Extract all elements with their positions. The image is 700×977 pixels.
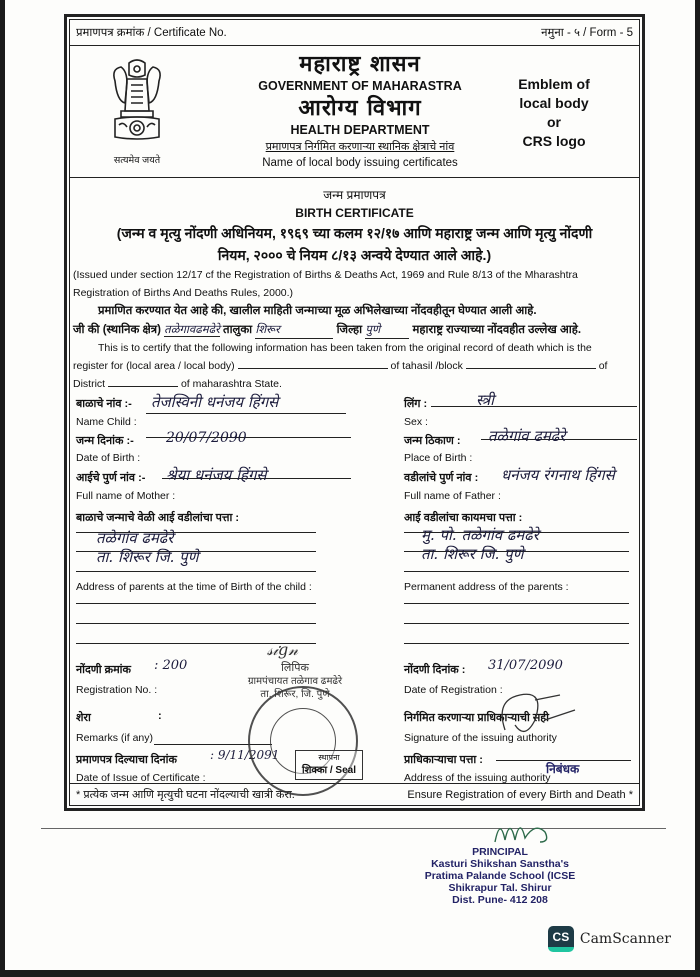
- address-at-birth-line: [76, 571, 316, 572]
- permanent-address-blank: [404, 623, 629, 624]
- form-label: नमुना - ५ / Form - 5: [541, 27, 633, 39]
- issuer-signature-label-mr: निर्गमित करणाऱ्या प्राधिकाऱ्याची सही: [404, 712, 549, 724]
- clerk-stamp-line: ग्रामपंचायत तळेगाव ढमढेरे: [247, 676, 343, 687]
- page-bottom-rule: [41, 828, 666, 829]
- issuer-address-label-mr: प्राधिकाऱ्याचा पत्ता :: [404, 754, 483, 766]
- registration-no-label-en: Registration No. :: [76, 684, 158, 696]
- address-at-birth-blank: [76, 603, 316, 604]
- act-mr-line1: (जन्म व मृत्यु नोंदणी अधिनियम, १९६९ च्या कलम १२/१७ आणि महाराष्ट्र जन्म आणि मृत्यु नोंदणी: [116, 225, 593, 241]
- title-mr: जन्म प्रमाणपत्र: [323, 188, 386, 202]
- logo-placeholder-line: or: [547, 114, 561, 130]
- logo-placeholder-line: local body: [519, 95, 589, 111]
- of-label: of: [598, 360, 608, 372]
- child-name-label-mr: बाळाचे नांव :-: [76, 398, 132, 410]
- dob-label-en: Date of Birth :: [76, 452, 141, 464]
- address-at-birth-line1: तळेगांव ढमढेरे: [96, 529, 174, 547]
- state-label-en: of maharashtra State.: [180, 378, 282, 390]
- address-at-birth-label-mr: बाळाचे जन्माचे वेळी आई वडीलांचा पत्ता :: [76, 512, 240, 524]
- taluka-value: शिरूर: [255, 320, 333, 339]
- seal-label: शिक्का / Seal: [301, 765, 357, 776]
- issuer-address-label-en: Address of the issuing authority: [404, 772, 551, 784]
- clerk-stamp-line: लिपिक: [281, 662, 309, 674]
- permanent-address-label-en: Permanent address of the parents :: [404, 581, 569, 593]
- place-of-birth-label-mr: जन्म ठिकाण :: [404, 435, 461, 447]
- local-area-label-en: register for (local area / local body): [73, 360, 235, 372]
- local-area-value: तळेगावढमढेरे: [164, 322, 220, 336]
- issuer-signature-scribble: [475, 680, 585, 750]
- principal-stamp-line: Kasturi Shikshan Sanstha's: [431, 858, 569, 870]
- district-label-en: District: [73, 378, 106, 390]
- footer-en: Ensure Registration of every Birth and Death *: [407, 788, 633, 801]
- act-en-line2: Registration of Births And Deaths Rules, 2000.): [73, 287, 294, 299]
- certificate-footer: [70, 783, 639, 805]
- principal-stamp-line: Pratima Palande School (ICSE: [424, 870, 576, 882]
- title-en: BIRTH CERTIFICATE: [295, 206, 414, 220]
- camscanner-logo-icon: CS: [548, 926, 574, 952]
- taluka-label: तालुका: [223, 324, 253, 336]
- permanent-address-line: [404, 571, 629, 572]
- sex-line: [431, 406, 637, 407]
- certificate-no-label: प्रमाणपत्र क्रमांक / Certificate No.: [76, 27, 227, 39]
- clerk-stamp-line: ता. शिरूर, जि. पुणे: [260, 689, 330, 700]
- tahasil-label-en: of tahasil /block: [390, 360, 463, 372]
- place-of-birth-label-en: Place of Birth :: [404, 452, 473, 464]
- emblem-motto: सत्यमेव जयते: [113, 155, 161, 166]
- mother-name-label-mr: आईचे पुर्ण नांव :-: [76, 472, 146, 484]
- issue-date-value: : 9/11/2091: [210, 748, 280, 762]
- principal-stamp-line: PRINCIPAL: [472, 846, 528, 858]
- permanent-address-line1: मु. पो. तळेगांव ढमढेरे: [421, 526, 539, 544]
- permanent-address-line2: ता. शिरूर जि. पुणे: [421, 545, 524, 563]
- dept-title-mr: आरोग्य विभाग: [298, 95, 422, 121]
- logo-placeholder-line: Emblem of: [518, 76, 590, 92]
- clerk-signature: 𝓈𝒾𝑔𝓃: [267, 640, 299, 659]
- district-label: जिल्हा: [336, 324, 363, 336]
- principal-stamp: [400, 846, 600, 906]
- mother-name-value: श्रेया धनंजय हिंगसे: [166, 466, 267, 484]
- act-mr-line2: नियम, २००० चे नियम ८/१३ अन्वये देण्यात आले आहे.): [217, 247, 492, 263]
- child-name-line: [146, 413, 346, 414]
- father-name-value: धनंजय रंगनाथ हिंगसे: [501, 466, 615, 484]
- registration-date-value: 31/07/2090: [488, 658, 563, 673]
- certify-local-area-label: जी की (स्थानिक क्षेत्र): [73, 324, 161, 336]
- permanent-address-label-mr: आई वडीलांचा कायमचा पत्ता :: [404, 512, 523, 524]
- issuer-address-value: निबंधक: [546, 762, 580, 776]
- local-body-label-mr: प्रमाणपत्र निर्गमित करणाऱ्या स्थानिक क्षेत्राचे नांव: [265, 141, 455, 153]
- issue-date-label-mr: प्रमाणपत्र दिल्याचा दिनांक: [76, 754, 177, 766]
- logo-placeholder-line: CRS logo: [522, 133, 586, 149]
- camscanner-label: CamScanner: [579, 931, 671, 947]
- gov-title-mr: महाराष्ट्र शासन: [299, 51, 421, 77]
- mother-name-label-en: Full name of Mother :: [76, 490, 176, 502]
- certify-mr-line2-end: महाराष्ट्र राज्याच्या नोंदवहीत उल्लेख आहे.: [412, 324, 582, 336]
- dob-value: 20/07/2090: [166, 430, 247, 446]
- registration-date-label-en: Date of Registration :: [404, 684, 503, 696]
- address-at-birth-line2: ता. शिरूर जि. पुणे: [96, 548, 199, 566]
- dob-label-mr: जन्म दिनांक :-: [76, 435, 134, 447]
- principal-stamp-line: Dist. Pune- 412 208: [452, 894, 548, 906]
- footer-mr: * प्रत्येक जन्म आणि मृत्युची घटना नोंदल्याची खात्री करा.: [76, 789, 295, 801]
- certify-en-line1: This is to certify that the following information has been taken from the original record of death which is the: [98, 342, 592, 354]
- permanent-address-blank: [404, 643, 629, 644]
- sex-label-mr: लिंग :: [404, 398, 428, 410]
- principal-stamp-line: Shikrapur Tal. Shirur: [448, 882, 552, 894]
- remarks-label-en: Remarks (if any): [76, 732, 154, 744]
- certify-mr-line1: प्रमाणित करण्यात येत आहे की, खालील माहिती जन्माच्या मूळ अभिलेखाच्या नोंदवहीतून घेण्यात आली आहे.: [98, 305, 537, 317]
- act-en-line1: (Issued under section 12/17 cf the Registration of Births & Deaths Act, 1969 and Rule 8/13 of the Mharashtra: [73, 269, 578, 281]
- seal-top-text: स्थापना: [318, 753, 340, 762]
- address-at-birth-blank: [76, 623, 316, 624]
- district-value: पुणे: [365, 320, 409, 339]
- issuer-signature-label-en: Signature of the issuing authority: [404, 732, 557, 744]
- permanent-address-blank: [404, 603, 629, 604]
- remarks-label-mr: शेरा: [76, 712, 91, 724]
- child-name-label-en: Name Child :: [76, 416, 137, 428]
- principal-signature: [490, 812, 560, 848]
- remarks-colon: :: [158, 710, 162, 722]
- seal-box: [295, 750, 363, 780]
- dept-title-en: HEALTH DEPARTMENT: [290, 123, 430, 137]
- sex-label-en: Sex :: [404, 416, 428, 428]
- registration-no-label-mr: नोंदणी क्रमांक: [76, 664, 131, 676]
- scanned-page: [5, 0, 695, 970]
- father-name-label-en: Full name of Father :: [404, 490, 501, 502]
- camscanner-watermark: [548, 926, 671, 952]
- local-body-label-en: Name of local body issuing certificates: [262, 157, 458, 169]
- address-at-birth-label-en: Address of parents at the time of Birth of the child :: [76, 581, 312, 593]
- place-of-birth-value: तळेगांव ढमढेरे: [488, 427, 566, 445]
- gov-title-en: GOVERNMENT OF MAHARASTRA: [258, 79, 462, 93]
- father-name-label-mr: वडीलांचे पुर्ण नांव :: [404, 472, 479, 484]
- child-name-value: तेजस्विनी धनंजय हिंगसे: [151, 393, 279, 411]
- registration-date-label-mr: नोंदणी दिनांक :: [404, 664, 466, 676]
- registration-no-value: : 200: [154, 658, 188, 673]
- issue-date-label-en: Date of Issue of Certificate :: [76, 772, 206, 784]
- sex-value: स्त्री: [476, 391, 495, 409]
